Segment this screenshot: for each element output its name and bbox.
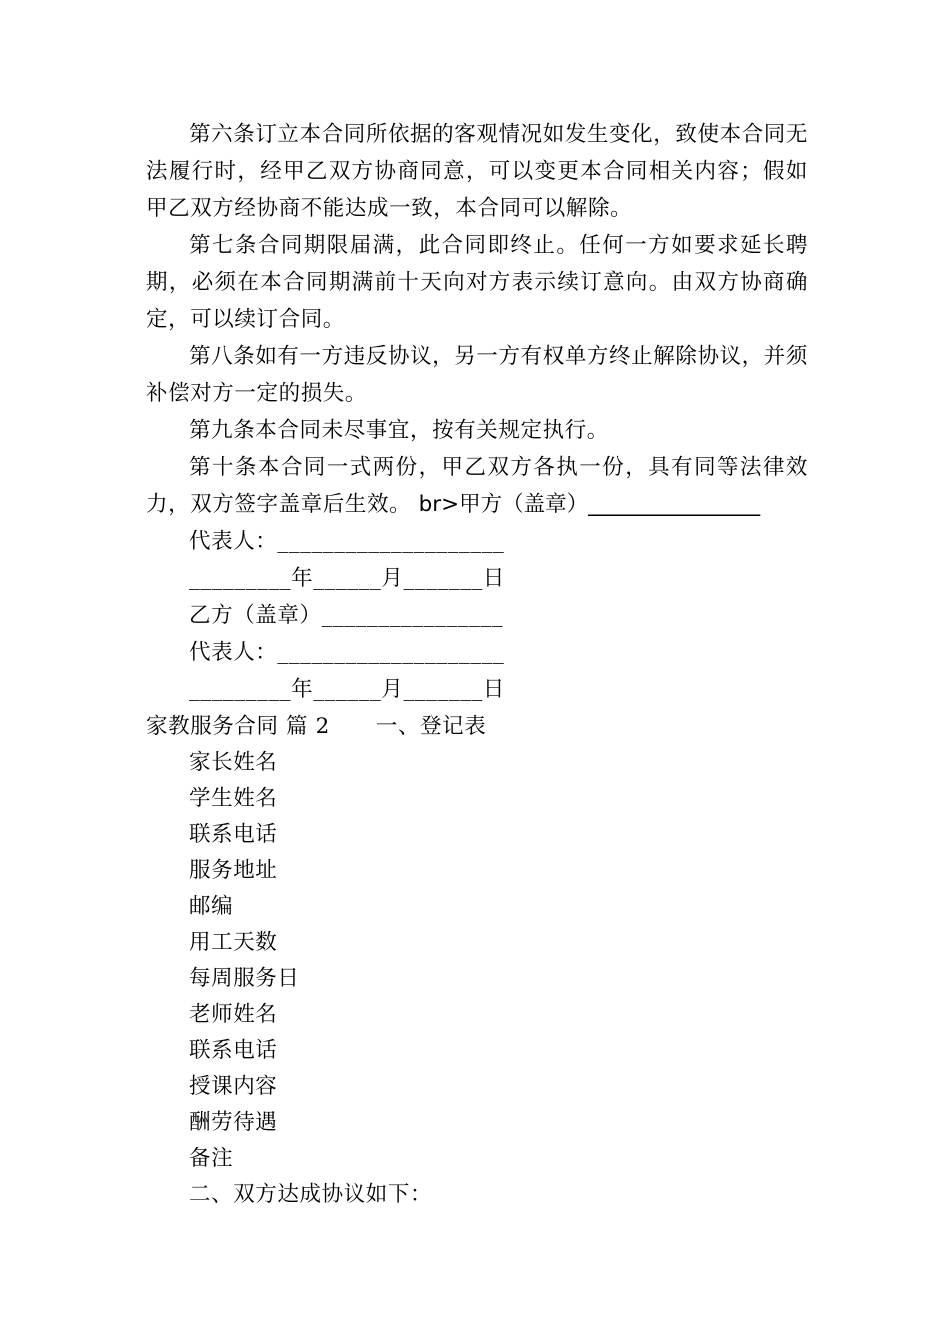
list-item: 老师姓名: [189, 1002, 278, 1027]
document-page: [146, 116, 808, 1213]
list-item: 邮编: [189, 894, 234, 919]
list-item: 酬劳待遇: [189, 1110, 278, 1135]
party-a-seal-line: br>甲方（盖章）________________: [418, 492, 761, 517]
party-b-seal: 乙方（盖章）________________: [189, 603, 504, 628]
section-2-heading: [146, 708, 808, 745]
article-10: [146, 449, 808, 523]
agreement-heading: 二、双方达成协议如下：: [189, 1182, 433, 1207]
party-b-representative: 代表人：____________________: [189, 640, 505, 665]
list-item: 联系电话: [189, 822, 278, 847]
party-a-date: _________年______月_______日: [189, 566, 506, 591]
article-6: 第六条订立本合同所依据的客观情况如发生变化，致使本合同无法履行时，经甲乙双方协商同意，可以变更本合同相关内容；假如甲乙双方经协商不能达成一致，本合同可以解除。: [146, 122, 808, 221]
list-item: 备注: [189, 1146, 234, 1171]
article-9: 第九条本合同未尽事宜，按有关规定执行。: [189, 418, 609, 443]
article-10-text: 第十条本合同一式两份，甲乙双方各执一份，具有同等法律效力，双方签字盖章后生效。: [146, 455, 808, 517]
section-2-title: 家教服务合同 篇 2: [146, 714, 330, 739]
list-item: 服务地址: [189, 858, 278, 883]
registration-heading: 一、登记表: [375, 714, 487, 739]
party-a-representative: 代表人：____________________: [189, 529, 505, 554]
article-7: 第七条合同期限届满，此合同即终止。任何一方如要求延长聘期，必须在本合同期满前十天向对方表示续订意向。由双方协商确定，可以续订合同。: [146, 233, 808, 332]
registration-list: [146, 745, 808, 1177]
article-8: 第八条如有一方违反协议，另一方有权单方终止解除协议，并须补偿对方一定的损失。: [146, 344, 808, 406]
list-item: 学生姓名: [189, 786, 278, 811]
list-item: 家长姓名: [189, 750, 278, 775]
list-item: 授课内容: [189, 1074, 278, 1099]
list-item: 用工天数: [189, 930, 278, 955]
party-b-date: _________年______月_______日: [189, 677, 506, 702]
list-item: 每周服务日: [189, 966, 300, 991]
list-item: 联系电话: [189, 1038, 278, 1063]
